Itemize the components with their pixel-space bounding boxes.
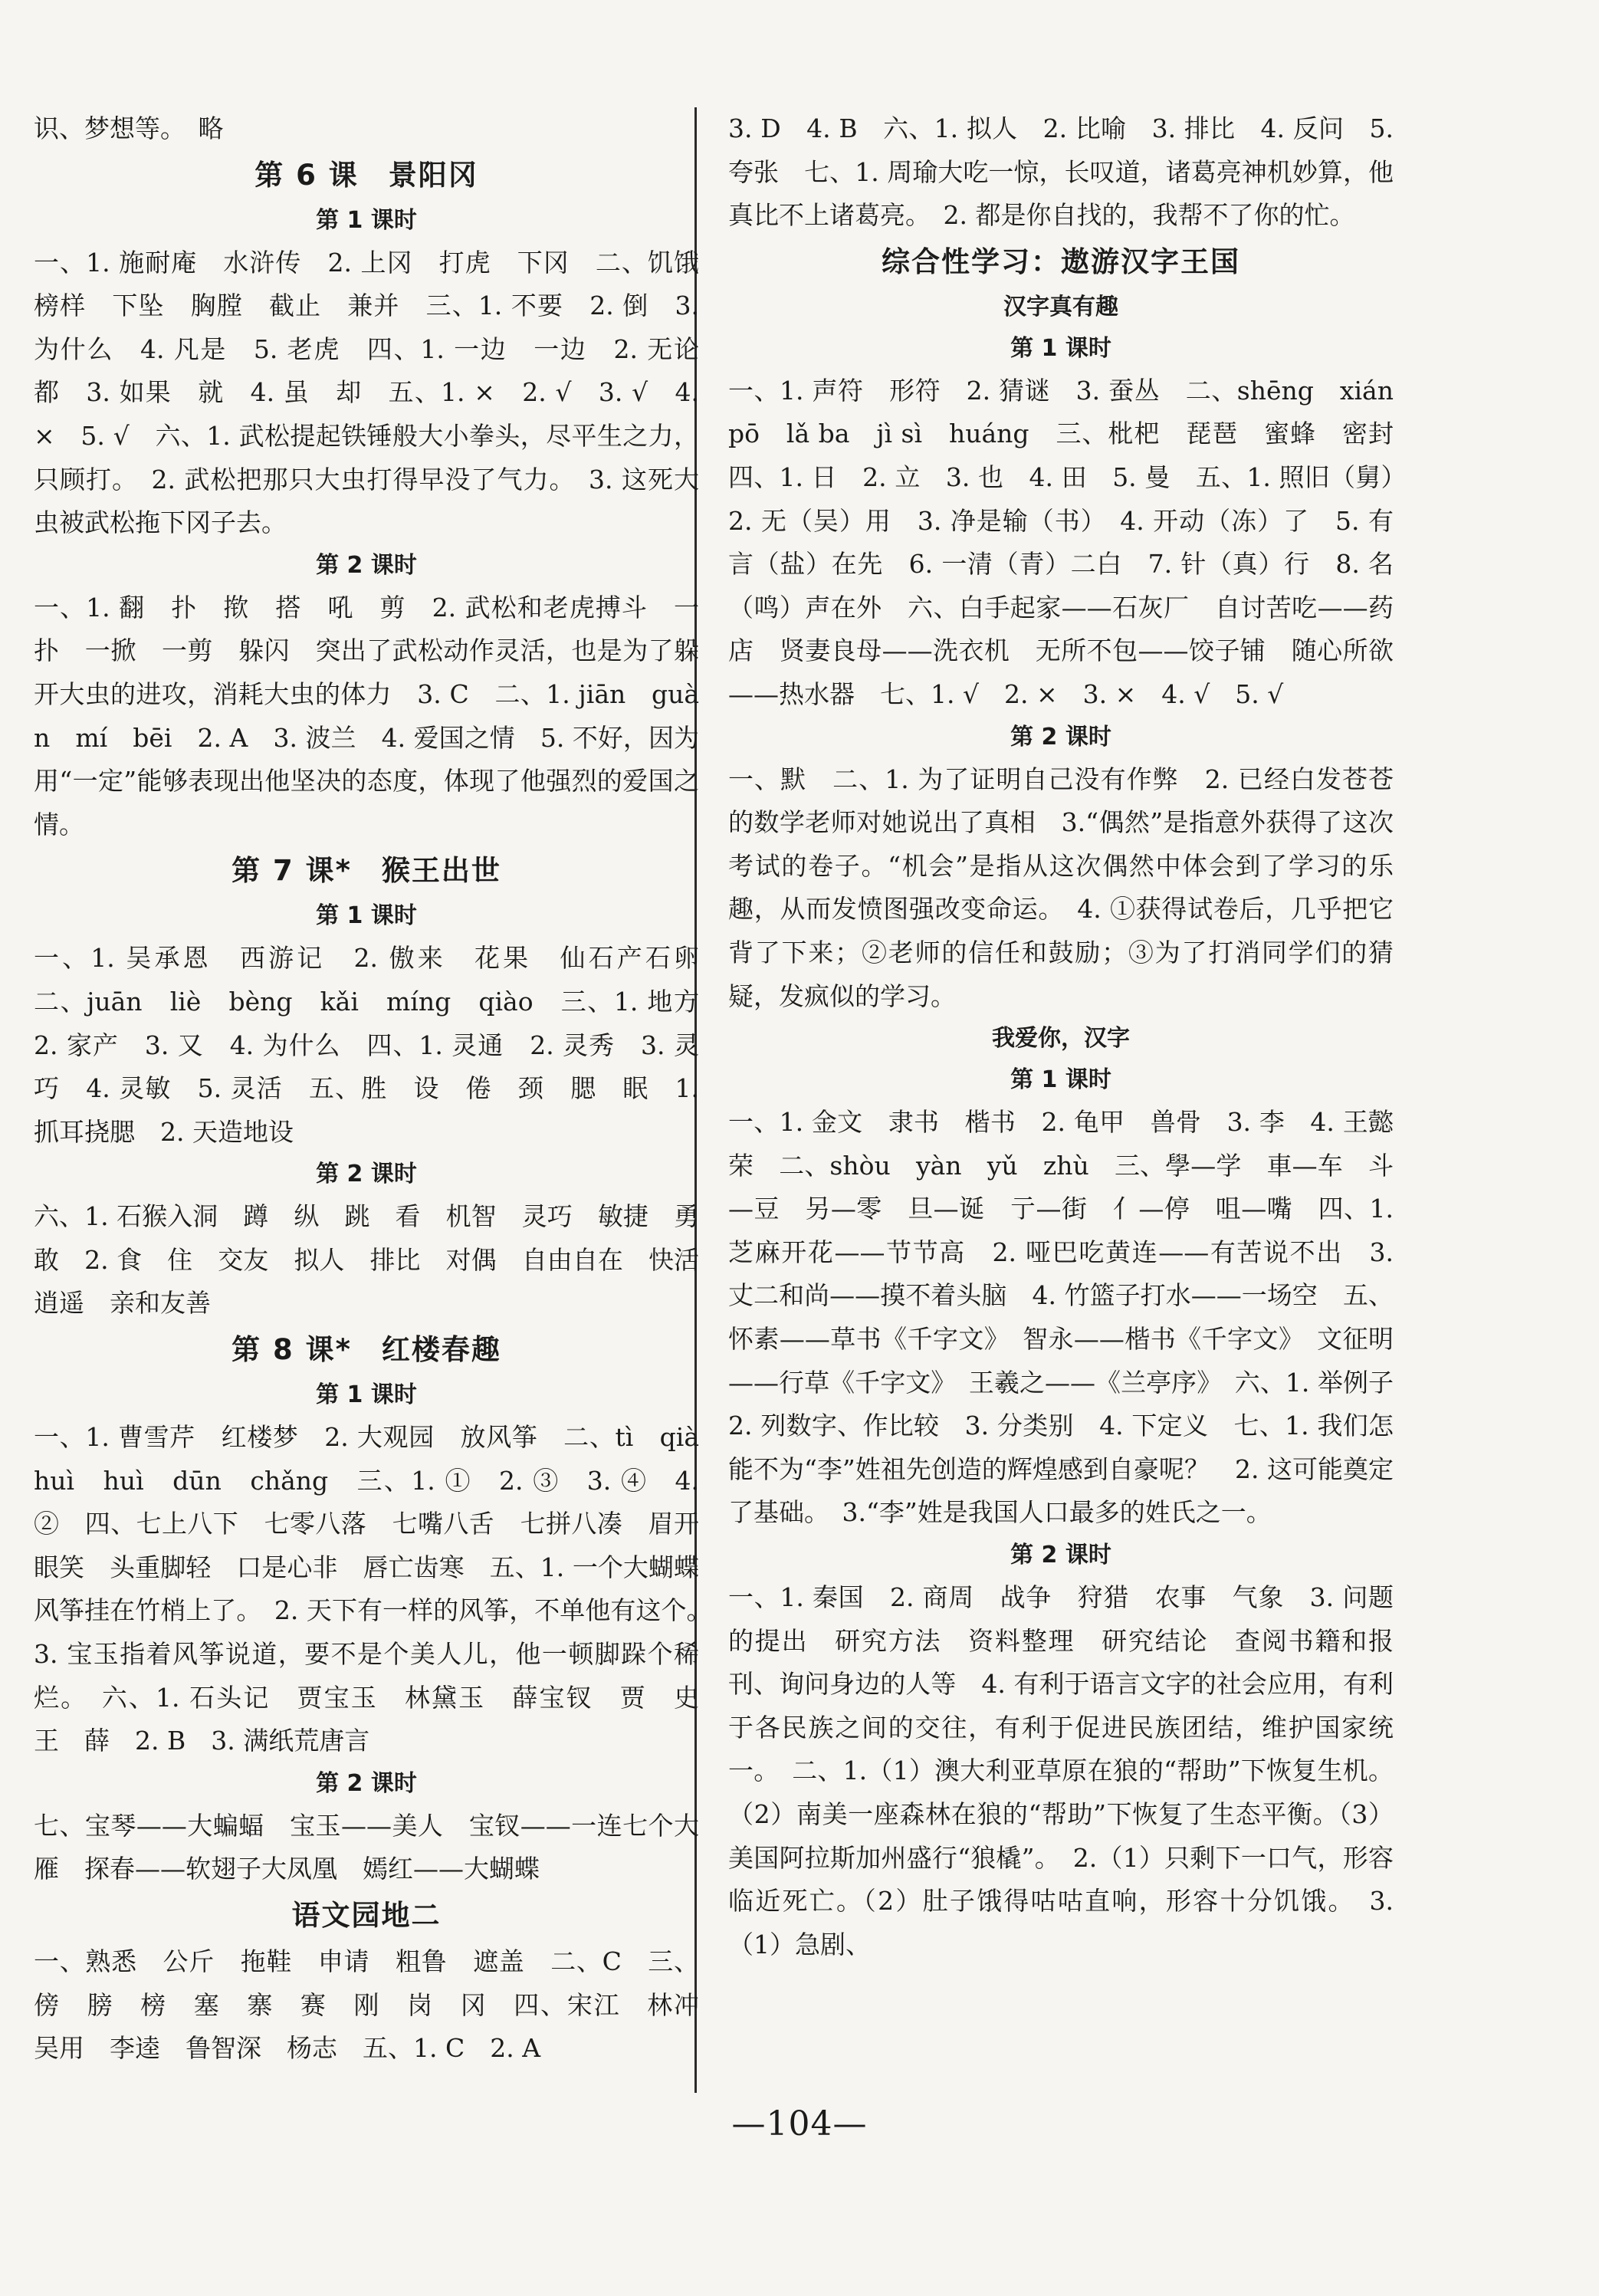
answer-paragraph: 识、梦想等。 略 <box>34 113 224 143</box>
section-heading: 第 1 课时 <box>1010 1066 1111 1094</box>
section-heading: 第 2 课时 <box>316 551 417 579</box>
lesson-title: 语文园地二 <box>291 1899 442 1932</box>
section-heading: 第 2 课时 <box>316 1769 417 1797</box>
answer-paragraph: 3. D 4. B 六、1. 拟人 2. 比喻 3. 排比 4. 反问 5. 夸张 七、1. 周瑜大吃一惊，长叹道，诸葛亮神机妙算，他真比不上诸葛亮。 2. 都是你自找的，我帮不了你的忙。 <box>728 113 1402 231</box>
lesson-title: 综合性学习：遨游汉字王国 <box>882 245 1240 278</box>
section-heading: 第 2 课时 <box>1010 1542 1111 1569</box>
answer-paragraph: 一、熟悉 公斤 拖鞋 申请 粗鲁 遮盖 二、C 三、傍 膀 榜 塞 寨 赛 刚 岗 冈 四、宋江 林冲 吴用 李逵 鲁智深 杨志 五、1. C 2. A <box>34 1946 724 2064</box>
section-heading: 第 1 课时 <box>316 902 417 930</box>
answer-paragraph: 一、默 二、1. 为了证明自己没有作弊 2. 已经白发苍苍的数学老师对她说出了真相 3.“偶然”是指意外获得了这次考试的卷子。“机会”是指从这次偶然中体会到了学习的乐趣，从而发愤图强改变命运。 4. ①获得试卷后，几乎把它背了下来；②老师的信任和鼓励；③为了打消同学们的猜疑，发疯似的学习。 <box>728 764 1394 1011</box>
section-heading: 第 1 课时 <box>1010 334 1111 362</box>
answer-paragraph: 一、1. 曹雪芹 红楼梦 2. 大观园 放风筝 二、tì qià huì huì dūn chǎng 三、1. ① 2. ③ 3. ④ 4. ② 四、七上八下 七零八落 七嘴八舌 七拼八凑 眉开眼笑 头重脚轻 口是心非 唇亡齿寒 五、1. 一个大蝴蝶风筝挂在竹梢上了。 2. 天下有一样的风筝，不单他有这个。 3. 宝玉指着风筝说道，要不是个美人儿，他一顿脚跺个稀烂。 六、1. 石头记 贾宝玉 林黛玉 薛宝钗 贾 史 王 薛 2. B 3. 满纸荒唐言 <box>34 1422 724 1756</box>
answer-paragraph: 一、1. 翻 扑 揿 搭 吼 剪 2. 武松和老虎搏斗 一扑 一掀 一剪 躲闪 突出了武松动作灵活，也是为了躲开大虫的进攻，消耗大虫的体力 3. C 二、1. jiān guàn mí bēi 2. A 3. 波兰 4. 爱国之情 5. 不好，因为用“一定”能够表现出他坚决的态度，体现了他强烈的爱国之情。 <box>34 592 699 839</box>
section-heading: 第 1 课时 <box>316 206 417 234</box>
left-column <box>34 107 724 2071</box>
answer-paragraph: 一、1. 声符 形符 2. 猜谜 3. 蚕丛 二、shēng xián pō lǎ ba jì sì huáng 三、枇杷 琵琶 蜜蜂 密封 四、1. 日 2. 立 3. 也 4. 田 5. 曼 五、1. 照旧（舅） 2. 无（吴）用 3. 净是输（书） 4. 开动（冻）了 5. 有言（盐）在先 6. 一清（青）二白 7. 针（真）行 8. 名（鸣）声在外 六、白手起家——石灰厂 自讨苦吃——药店 贤妻良母——洗衣机 无所不包——饺子铺 随心所欲——热水器 七、1. √ 2. × 3. × 4. √ 5. √ <box>728 375 1419 709</box>
right-column <box>728 107 1419 1966</box>
answer-paragraph: 六、1. 石猴入洞 蹲 纵 跳 看 机智 灵巧 敏捷 勇敢 2. 食 住 交友 拟人 排比 对偶 自由自在 快活逍遥 亲和友善 <box>34 1201 699 1319</box>
section-heading: 汉字真有趣 <box>1003 293 1118 320</box>
answer-paragraph: 七、宝琴——大蝙蝠 宝玉——美人 宝钗——一连七个大雁 探春——软翅子大凤凰 嫣红——大蝴蝶 <box>34 1810 700 1884</box>
lesson-title: 第 7 课* 猴王出世 <box>231 854 501 888</box>
section-heading: 第 1 课时 <box>316 1381 417 1409</box>
lesson-title: 第 8 课* 红楼春趣 <box>231 1333 501 1367</box>
answer-paragraph: 一、1. 金文 隶书 楷书 2. 龟甲 兽骨 3. 李 4. 王懿荣 二、shòu yàn yǔ zhù 三、學—学 車—车 斗—豆 另—零 旦—诞 亍—街 亻—停 咀—嘴 四、1. 芝麻开花——节节高 2. 哑巴吃黄连——有苦说不出 3. 丈二和尚——摸不着头脑 4. 竹篮子打水——一场空 五、怀素——草书《千字文》 智永——楷书《千字文》 文征明——行草《千字文》 王羲之——《兰亭序》 六、1. 举例子 2. 列数字、作比较 3. 分类别 4. 下定义 七、1. 我们怎能不为“李”姓祖先创造的辉煌感到自豪呢？ 2. 这可能奠定了基础。 3.“李”姓是我国人口最多的姓氏之一。 <box>728 1107 1419 1528</box>
page-number: —104— <box>731 2104 868 2143</box>
answer-paragraph: 一、1. 施耐庵 水浒传 2. 上冈 打虎 下冈 二、饥饿 榜样 下坠 胸膛 截止 兼并 三、1. 不要 2. 倒 3. 为什么 4. 凡是 5. 老虎 四、1. 一边 一边 2. 无论 都 3. 如果 就 4. 虽 却 五、1. × 2. √ 3. √ 4. × 5. √ 六、1. 武松提起铁锤般大小拳头，尽平生之力，只顾打。 2. 武松把那只大虫打得早没了气力。 3. 这死大虫被武松拖下冈子去。 <box>34 247 724 538</box>
answer-paragraph: 一、1. 吴承恩 西游记 2. 傲来 花果 仙石产石卵 二、juān liè bèng kǎi míng qiào 三、1. 地方 2. 家产 3. 又 4. 为什么 四、1. 灵通 2. 灵秀 3. 灵巧 4. 灵敏 5. 灵活 五、胜 设 倦 颈 腮 眠 1. 抓耳挠腮 2. 天造地设 <box>34 943 724 1147</box>
answer-paragraph: 一、1. 秦国 2. 商周 战争 狩猎 农事 气象 3. 问题的提出 研究方法 资料整理 研究结论 查阅书籍和报刊、询问身边的人等 4. 有利于语言文字的社会应用，有利于各民族之间的交往，有利于促进民族团结，维护国家统一。 二、1.（1）澳大利亚草原在狼的“帮助”下恢复生机。（2）南美一座森林在狼的“帮助”下恢复了生态平衡。（3）美国阿拉斯加州盛行“狼橇”。 2.（1）只剩下一口气，形容临近死亡。（2）肚子饿得咕咕直响，形容十分饥饿。 3.（1）急剧、 <box>728 1582 1394 1959</box>
lesson-title: 第 6 课 景阳冈 <box>254 158 478 192</box>
section-heading: 第 2 课时 <box>316 1161 417 1188</box>
section-heading: 第 2 课时 <box>1010 723 1111 751</box>
section-heading: 我爱你，汉字 <box>992 1025 1130 1053</box>
